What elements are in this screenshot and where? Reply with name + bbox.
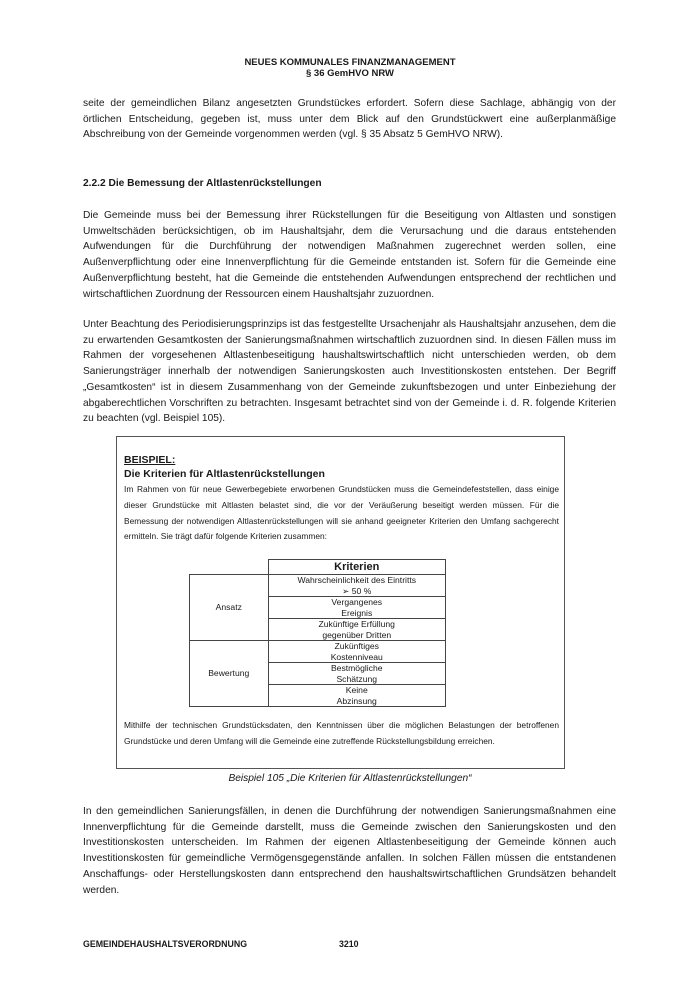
example-title: Die Kriterien für Altlastenrückstellungen	[124, 468, 325, 480]
criteria-header-row	[190, 560, 446, 575]
header-section: § 36 GemHVO NRW	[306, 68, 394, 79]
example-intro: Im Rahmen von für neue Gewerbegebiete erworbenen Grundstücken muss die Gemeindefeststellen, dass einige dieser Grundstücke mit Altlasten belastet sind, die vor der Veräußerung beseitigt werden müssen. Für die Bemessung der notwendigen Altlastenrückstellungen will sie anhand geeigneter Kriterien den Umfang sachgerecht ermitteln. Sie trägt dafür folgende Kriterien zusammen:	[124, 484, 559, 542]
criteria-cell: Zukünftige Erfüllung gegenüber Dritten	[268, 619, 446, 641]
table-row	[190, 641, 446, 663]
table-row	[190, 575, 446, 597]
paragraph-bemessung: Die Gemeinde muss bei der Bemessung ihrer Rückstellungen für die Beseitigung von Altlasten und sonstigen Umweltschäden berücksichtigen, ob im Haushaltsjahr, dem die Verursachung und die daraus entstehenden Aufwendungen für die Durchführung der notwendigen Maßnahmen zugerechnet werden sollen, eine Außenverpflichtung oder eine Innenverpflichtung für die Gemeinde entstanden ist. Sofern für die Gemeinde eine Außenverpflichtung besteht, hat die Gemeinde die entstehenden Aufwendungen entsprechend der rechtlichen und wirtschaftlichen Zuordnung der Ressourcen einem Haushaltsjahr zuzuordnen.	[83, 210, 616, 300]
group-label-ansatz: Ansatz	[190, 575, 269, 641]
paragraph-sanierung: In den gemeindlichen Sanierungsfällen, in denen die Durchführung der notwendigen Sanierungsmaßnahmen eine Innenverpflichtung für die Gemeinde darstellt, muss die Gemeinde zwischen den Sanierungskosten und den Investitionskosten unterscheiden. Im Rahmen der eigenen Altlastenbeseitigung der Gemeinde können auch Investitionskosten für gemeindliche Vermögensgegenstände anfallen. In solchen Fällen müssen die entstandenen Anschaffungs- oder Herstellungskosten dann entsprechend den haushaltswirtschaftlichen Grundsätzen behandelt werden.	[83, 806, 616, 896]
running-header	[0, 57, 700, 79]
example-caption: Beispiel 105 „Die Kriterien für Altlastenrückstellungen“	[228, 773, 472, 784]
criteria-cell: Zukünftiges Kostenniveau	[268, 641, 446, 663]
section-heading: 2.2.2 Die Bemessung der Altlastenrückstellungen	[83, 178, 322, 189]
criteria-cell: Vergangenes Ereignis	[268, 597, 446, 619]
example-outro: Mithilfe der technischen Grundstücksdaten, den Kenntnissen über die möglichen Belastungen der betroffenen Grundstücke und deren Umfang will die Gemeinde eine zutreffende Rückstellungsbildung erreichen.	[124, 720, 559, 746]
criteria-cell: Bestmögliche Schätzung	[268, 663, 446, 685]
criteria-corner-cell	[190, 560, 269, 575]
criteria-cell: Keine Abzinsung	[268, 685, 446, 707]
paragraph-continuation: seite der gemeindlichen Bilanz angesetzten Grundstückes erfordert. Sofern diese Sachlage, abhängig von der örtlichen Entscheidung, gegeben ist, muss unter dem Blick auf den Grundstückwert eine außerplanmäßige Abschreibung von der Gemeinde vorgenommen werden (vgl. § 35 Absatz 5 GemHVO NRW).	[83, 98, 616, 141]
criteria-cell: Wahrscheinlichkeit des Eintritts ➢ 50 %	[268, 575, 446, 597]
criteria-table	[189, 559, 446, 707]
paragraph-periodisierung: Unter Beachtung des Periodisierungsprinzips ist das festgestellte Ursachenjahr als Haushaltsjahr anzusehen, dem die zu erwartenden Gesamtkosten der Sanierungsmaßnahmen wirtschaftlich zuzuordnen sind. In diesen Fällen muss im Rahmen der vorgesehenen Altlastenbeseitigung haushaltswirtschaftlich nicht unterschieden werden, ob dem Sanierungsträger innerhalb der notwendigen Sanierungskosten auch Investitionskosten entstehen. Der Begriff „Gesamtkosten“ ist in diesem Zusammenhang von der Gemeinde zukunftsbezogen und unter Einbeziehung der abgaberechtlichen Vorschriften zu betrachten. Insgesamt betrachtet sind von der Gemeinde i. d. R. folgende Kriterien zu beachten (vgl. Beispiel 105).	[83, 319, 616, 425]
criteria-header: Kriterien	[268, 560, 446, 575]
group-label-bewertung: Bewertung	[190, 641, 269, 707]
example-box	[116, 436, 565, 769]
page-number: 3210	[339, 939, 359, 949]
example-label: BEISPIEL:	[124, 454, 176, 466]
footer-title: GEMEINDEHAUSHALTSVERORDNUNG	[83, 939, 248, 949]
header-title: NEUES KOMMUNALES FINANZMANAGEMENT	[244, 57, 456, 68]
